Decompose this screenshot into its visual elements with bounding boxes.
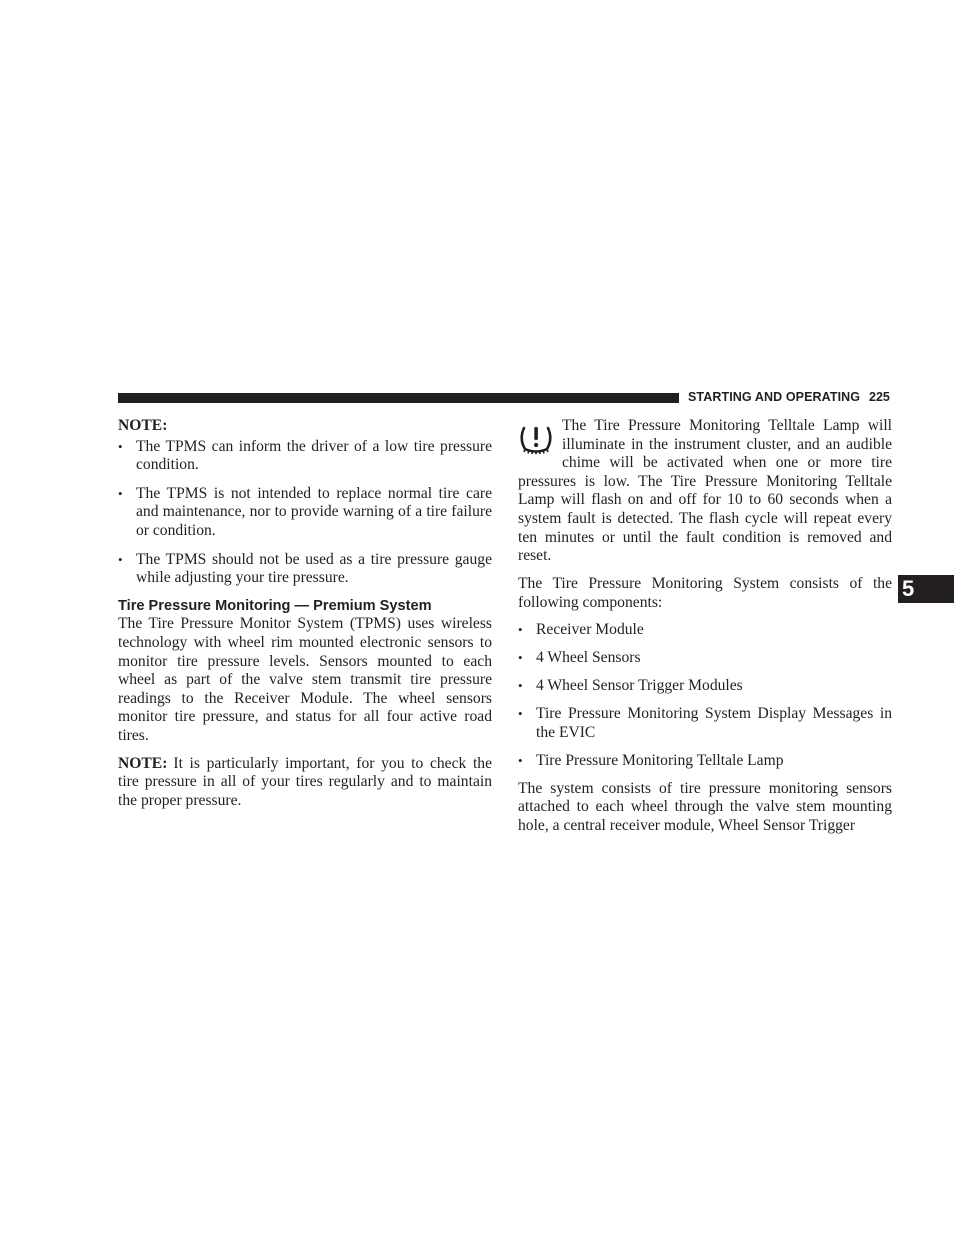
note-bullet-item: • The TPMS can inform the driver of a low tire pressure condition. xyxy=(118,438,492,475)
section-tab: 5 xyxy=(898,575,954,603)
note-paragraph xyxy=(118,755,492,811)
right-column xyxy=(518,417,892,835)
note-bullet-item: • The TPMS should not be used as a tire pressure gauge while adjusting your tire pressure. xyxy=(118,551,492,588)
component-item: • 4 Wheel Sensor Trigger Modules xyxy=(518,677,892,696)
component-item: • Tire Pressure Monitoring Telltale Lamp xyxy=(518,752,892,771)
component-item: • Receiver Module xyxy=(518,621,892,640)
telltale-paragraph xyxy=(518,417,892,566)
telltale-text: The Tire Pressure Monitoring Telltale Lamp will illuminate in the instrument cluster, and an audible chime will be activated when one or more tire pressures is low. The Tire Pressure Monitoring Telltale Lamp will flash on and off for 10 to 60 seconds when a system fault is detected. The flash cycle will repeat every ten minutes or until the fault condition is removed and reset. xyxy=(518,417,892,565)
header-rule xyxy=(118,393,679,403)
component-item: • 4 Wheel Sensors xyxy=(518,649,892,668)
components-intro: The Tire Pressure Monitoring System consists of the following components: xyxy=(518,575,892,611)
note-heading: NOTE: xyxy=(118,417,168,434)
note-label: NOTE: xyxy=(118,754,168,772)
note-text: It is particularly important, for you to check the tire pressure in all of your tires regularly and to maintain the proper pressure. xyxy=(118,754,492,810)
note-bullet-list xyxy=(118,438,492,588)
tire-pressure-warning-icon xyxy=(518,421,554,455)
page-number: 225 xyxy=(869,390,890,404)
section-paragraph: The Tire Pressure Monitor System (TPMS) uses wireless technology with wheel rim mounted electronic sensors to monitor tire pressure levels. Sensors mounted to each wheel as part of the valve stem transmit tire pressure readings to the Receiver Module. The wheel sensors monitor tire pressure, and status for all four active road tires. xyxy=(118,615,492,744)
closing-paragraph: The system consists of tire pressure monitoring sensors attached to each wheel through the valve stem mounting hole, a central receiver module, Wheel Sensor Trigger xyxy=(518,779,892,834)
section-heading: Tire Pressure Monitoring — Premium System xyxy=(118,597,432,614)
left-column xyxy=(118,417,492,811)
component-item: • Tire Pressure Monitoring System Display Messages in the EVIC xyxy=(518,705,892,742)
running-header-title: STARTING AND OPERATING xyxy=(688,390,861,404)
note-bullet-item: • The TPMS is not intended to replace normal tire care and maintenance, nor to provide warning of a tire failure or condition. xyxy=(118,485,492,541)
components-list xyxy=(518,621,892,770)
